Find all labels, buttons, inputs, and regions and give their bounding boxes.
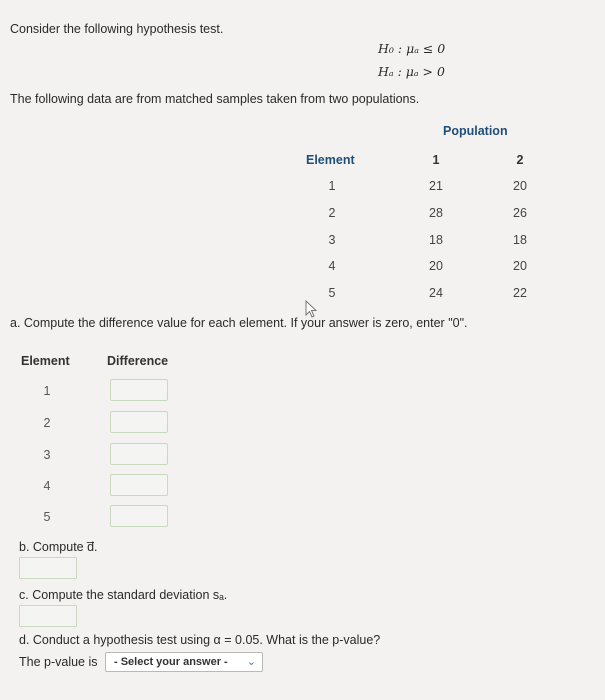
difference-input-3[interactable] — [110, 443, 168, 465]
difference-input-2[interactable] — [110, 411, 168, 433]
d-bar-input[interactable] — [19, 557, 77, 579]
question-a-text: a. Compute the difference value for each element. If your answer is zero, enter "0". — [10, 316, 468, 330]
question-b-text: b. Compute d̅. — [19, 540, 98, 554]
table-row-element: 2 — [328, 206, 336, 220]
difference-element-header: Element — [21, 354, 70, 368]
table-cell-pop2: 18 — [513, 233, 527, 247]
difference-row-label: 2 — [43, 416, 51, 430]
difference-input-1[interactable] — [110, 379, 168, 401]
pvalue-label: The p-value is — [19, 655, 98, 669]
difference-row-label: 3 — [43, 448, 51, 462]
difference-input-4[interactable] — [110, 474, 168, 496]
table-cell-pop2: 26 — [513, 206, 527, 220]
difference-row-label: 4 — [43, 479, 51, 493]
intro-text: Consider the following hypothesis test. — [10, 22, 224, 36]
table-row-element: 1 — [328, 179, 336, 193]
population-header: Population — [443, 124, 508, 138]
null-hypothesis: H₀ : μₐ ≤ 0 — [378, 41, 446, 56]
table-cell-pop1: 21 — [429, 179, 443, 193]
question-d-text: d. Conduct a hypothesis test using α = 0.05. What is the p-value? — [19, 633, 381, 647]
table-cell-pop1: 20 — [429, 259, 443, 273]
pvalue-select-value: - Select your answer - — [114, 656, 228, 668]
element-header: Element — [306, 153, 355, 167]
std-deviation-input[interactable] — [19, 605, 77, 627]
data-intro-text: The following data are from matched samples taken from two populations. — [10, 92, 420, 106]
alternative-hypothesis: Hₐ : μₐ > 0 — [378, 64, 445, 79]
table-cell-pop1: 28 — [429, 206, 443, 220]
population-1-header: 1 — [432, 153, 440, 167]
table-cell-pop1: 24 — [429, 286, 443, 300]
table-cell-pop2: 20 — [513, 179, 527, 193]
difference-row-label: 5 — [43, 510, 51, 524]
pvalue-select[interactable] — [105, 652, 263, 672]
chevron-down-icon: ⌄ — [246, 656, 256, 668]
difference-row-label: 1 — [43, 384, 51, 398]
table-row-element: 3 — [328, 233, 336, 247]
table-cell-pop2: 22 — [513, 286, 527, 300]
question-c-text: c. Compute the standard deviation sₐ. — [19, 588, 228, 602]
table-row-element: 5 — [328, 286, 336, 300]
table-row-element: 4 — [328, 259, 336, 273]
difference-header: Difference — [107, 354, 169, 368]
table-cell-pop1: 18 — [429, 233, 443, 247]
population-2-header: 2 — [516, 153, 524, 167]
table-cell-pop2: 20 — [513, 259, 527, 273]
difference-input-5[interactable] — [110, 505, 168, 527]
